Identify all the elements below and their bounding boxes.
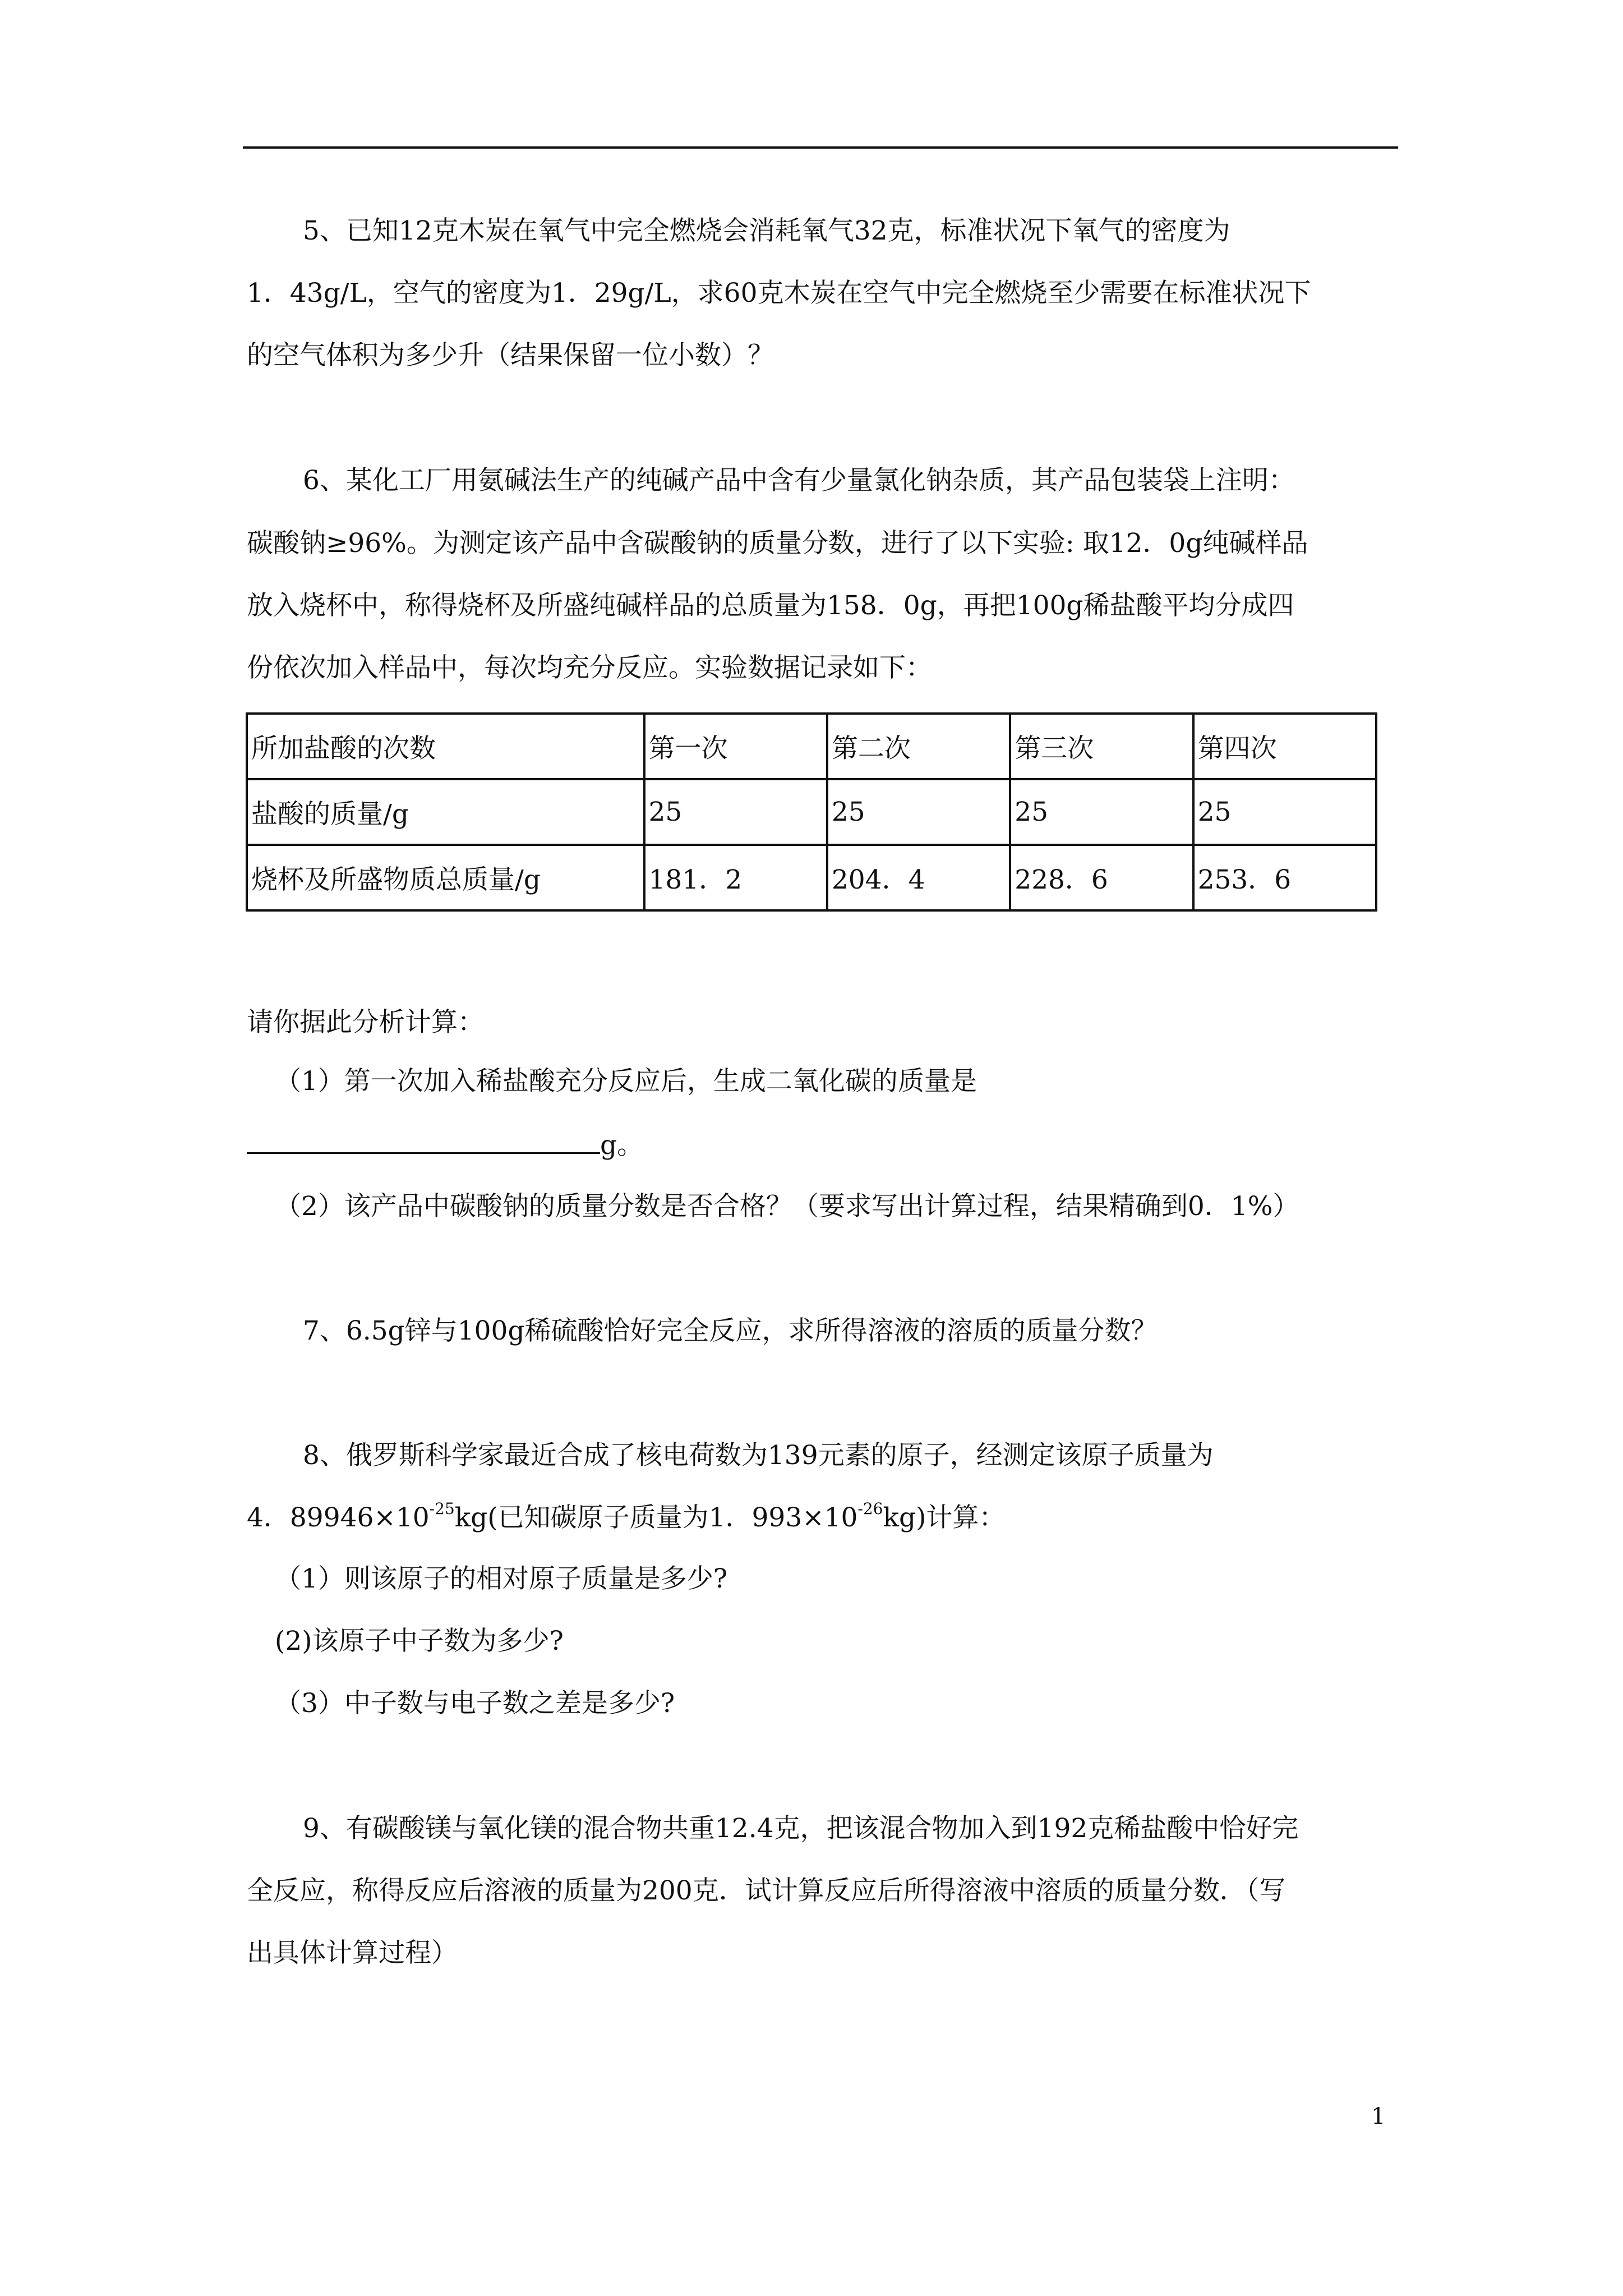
q6-sub-question-2: （2）该产品中碳酸钠的质量分数是否合格？（要求写出计算过程，结果精确到0．1%） [275, 1191, 1299, 1222]
page-number: 1 [1371, 2104, 1386, 2129]
q8-carbon-mass-text: kg(已知碳原子质量为1．993×10 [454, 1502, 858, 1533]
answer-blank [247, 1128, 600, 1154]
table-header-cell: 第三次 [1010, 714, 1193, 779]
q8-line-2 [247, 1501, 1005, 1535]
table-header-cell: 第四次 [1193, 714, 1376, 779]
q9-line-1: 9、有碳酸镁与氧化镁的混合物共重12.4克，把该混合物加入到192克稀盐酸中恰好完 [303, 1813, 1299, 1844]
q8-sub-question-2: (2)该原子中子数为多少? [275, 1626, 564, 1657]
table-cell: 181．2 [644, 845, 827, 910]
table-header-cell: 第二次 [827, 714, 1010, 779]
q8-exponent-1: -25 [429, 1499, 455, 1518]
q9-line-2: 全反应，称得反应后溶液的质量为200克．试计算反应后所得溶液中溶质的质量分数．（写 [247, 1875, 1286, 1906]
q6-line-1: 6、某化工厂用氨碱法生产的纯碱产品中含有少量氯化钠杂质，其产品包装袋上注明： [303, 465, 1295, 496]
q5-line-1: 5、已知12克木炭在氧气中完全燃烧会消耗氧气32克，标准状况下氧气的密度为 [303, 215, 1230, 246]
table-header-cell: 第一次 [644, 714, 827, 779]
q5-line-2: 1．43g/L，空气的密度为1．29g/L，求60克木炭在空气中完全燃烧至少需要在标准状况下 [247, 278, 1311, 309]
table-cell: 25 [827, 779, 1010, 845]
table-cell: 25 [644, 779, 827, 845]
answer-unit: g。 [600, 1130, 644, 1161]
q9-line-3: 出具体计算过程） [247, 1938, 458, 1968]
table-row [247, 779, 1376, 845]
q6-line-3: 放入烧杯中，称得烧杯及所盛纯碱样品的总质量为158．0g，再把100g稀盐酸平均分成四 [247, 590, 1294, 621]
q8-line-1: 8、俄罗斯科学家最近合成了核电荷数为139元素的原子，经测定该原子质量为 [303, 1440, 1214, 1471]
experiment-data-table [246, 712, 1377, 912]
q6-line-4: 份依次加入样品中，每次均充分反应。实验数据记录如下： [247, 652, 932, 683]
q6-sub-question-1: （1）第一次加入稀盐酸充分反应后，生成二氧化碳的质量是 [275, 1066, 977, 1097]
q6-line-2: 碳酸钠≥96%。为测定该产品中含碳酸钠的质量分数，进行了以下实验: 取12．0g纯碱样品 [247, 528, 1308, 559]
table-cell: 25 [1193, 779, 1376, 845]
q8-sub-question-1: （1）则该原子的相对原子质量是多少? [275, 1563, 728, 1594]
q8-sub-question-3: （3）中子数与电子数之差是多少? [275, 1688, 675, 1719]
table-row [247, 845, 1376, 910]
q7-line-1: 7、6.5g锌与100g稀硫酸恰好完全反应，求所得溶液的溶质的质量分数？ [303, 1315, 1158, 1346]
table-cell: 25 [1010, 779, 1193, 845]
table-cell: 228．6 [1010, 845, 1193, 910]
table-cell: 204．4 [827, 845, 1010, 910]
table-cell: 烧杯及所盛物质总质量/g [247, 845, 644, 910]
q8-exponent-2: -26 [857, 1499, 883, 1518]
table-header-row [247, 714, 1376, 779]
table-cell: 盐酸的质量/g [247, 779, 644, 845]
q5-line-3: 的空气体积为多少升（结果保留一位小数）？ [247, 340, 774, 371]
header-rule [243, 146, 1398, 149]
table-header-cell: 所加盐酸的次数 [247, 714, 644, 779]
q6-answer-line [247, 1128, 643, 1162]
q8-mass-value: 4．89946×10 [247, 1502, 430, 1533]
q6-prompt: 请你据此分析计算： [247, 1007, 484, 1038]
table-cell: 253．6 [1193, 845, 1376, 910]
q8-calc-text: kg)计算： [883, 1502, 1006, 1533]
